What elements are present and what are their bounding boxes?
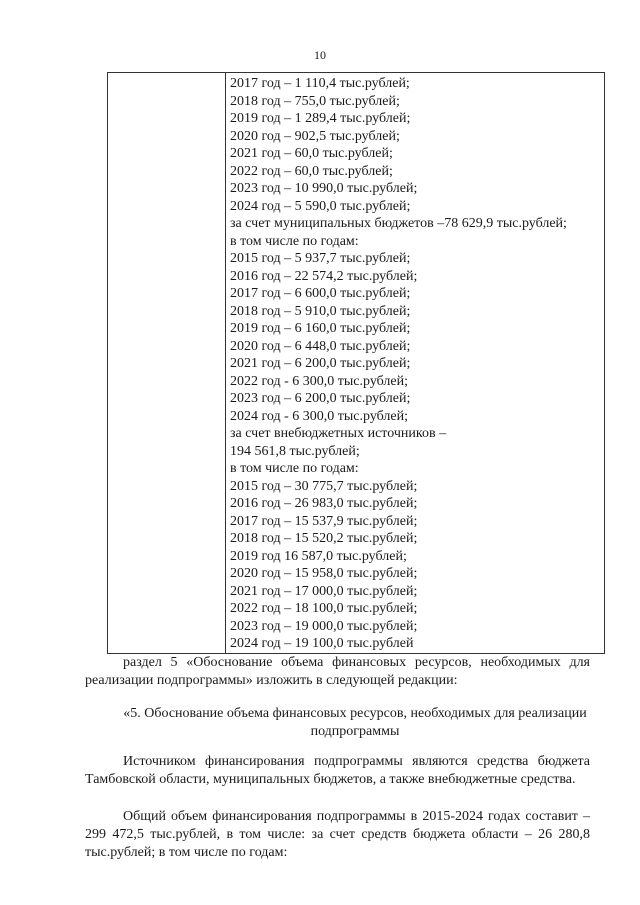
table-line: 2018 год – 5 910,0 тыс.рублей; [230, 303, 411, 319]
table-line: 2021 год – 6 200,0 тыс.рублей; [230, 356, 411, 371]
table-line: 2023 год – 6 200,0 тыс.рублей; [230, 391, 411, 406]
table-line: 2024 год - 6 300,0 тыс.рублей; [230, 408, 409, 424]
table-line: 2020 год – 6 448,0 тыс.рублей; [230, 338, 411, 354]
table-line: 2024 год – 19 100,0 тыс.рублей [230, 636, 414, 651]
table-line: 2022 год – 18 100,0 тыс.рублей; [230, 601, 418, 616]
table-line: 2017 год – 6 600,0 тыс.рублей; [230, 286, 411, 301]
paragraph-total-funding: Общий объем финансирования подпрограммы в 2015-2024 годах составит – 299 472,5 тыс.рублей, в том числе: за счет средств бюджета области – 26 280,8 тыс.рублей; в том числе по годам: [85, 809, 590, 860]
table-line: 194 561,8 тыс.рублей; [230, 443, 360, 459]
table-left-border [107, 72, 108, 653]
table-line: 2019 год – 1 289,4 тыс.рублей; [230, 111, 411, 126]
table-line: в том числе по годам: [230, 461, 359, 476]
table-line: 2015 год – 5 937,7 тыс.рублей; [230, 251, 411, 266]
table-line: 2023 год – 19 000,0 тыс.рублей; [230, 618, 418, 634]
section-heading: «5. Обоснование объема финансовых ресурсов, необходимых для реализации подпрограммы [123, 706, 587, 739]
table-line: 2016 год – 22 574,2 тыс.рублей; [230, 268, 418, 284]
table-line: 2018 год – 755,0 тыс.рублей; [230, 93, 400, 109]
table-line: 2023 год – 10 990,0 тыс.рублей; [230, 181, 418, 196]
table-line: 2020 год – 15 958,0 тыс.рублей; [230, 566, 418, 581]
page-number: 10 [314, 48, 326, 62]
table-line: 2019 год 16 587,0 тыс.рублей; [230, 548, 407, 564]
table-line: 2020 год – 902,5 тыс.рублей; [230, 128, 400, 144]
table-line: 2017 год – 15 537,9 тыс.рублей; [230, 513, 418, 529]
table-line: 2018 год – 15 520,2 тыс.рублей; [230, 531, 418, 546]
table-line: 2022 год - 6 300,0 тыс.рублей; [230, 373, 409, 389]
table-line: 2015 год – 30 775,7 тыс.рублей; [230, 478, 418, 494]
table-line: 2021 год – 60,0 тыс.рублей; [230, 146, 393, 161]
table-line: 2024 год – 5 590,0 тыс.рублей; [230, 198, 411, 214]
table-line: 2019 год – 6 160,0 тыс.рублей; [230, 321, 411, 336]
table-line: 2016 год – 26 983,0 тыс.рублей; [230, 496, 418, 511]
table-line: за счет внебюджетных источников – [230, 426, 447, 441]
table-line: 2022 год – 60,0 тыс.рублей; [230, 163, 393, 179]
table-column-divider [225, 72, 226, 653]
paragraph-funding-sources: Источником финансирования подпрограммы являются средства бюджета Тамбовской области, муниципальных бюджетов, а также внебюджетные средства. [85, 754, 590, 787]
table-line: за счет муниципальных бюджетов –78 629,9 тыс.рублей; [230, 216, 567, 231]
table-line: 2021 год – 17 000,0 тыс.рублей; [230, 583, 418, 599]
section-instruction: раздел 5 «Обоснование объема финансовых ресурсов, необходимых для реализации подпрограммы» изложить в следующей редакции: [85, 655, 590, 688]
table-line: 2017 год – 1 110,4 тыс.рублей; [230, 76, 410, 91]
table-right-cell [230, 75, 602, 653]
table-line: в том числе по годам: [230, 233, 359, 249]
